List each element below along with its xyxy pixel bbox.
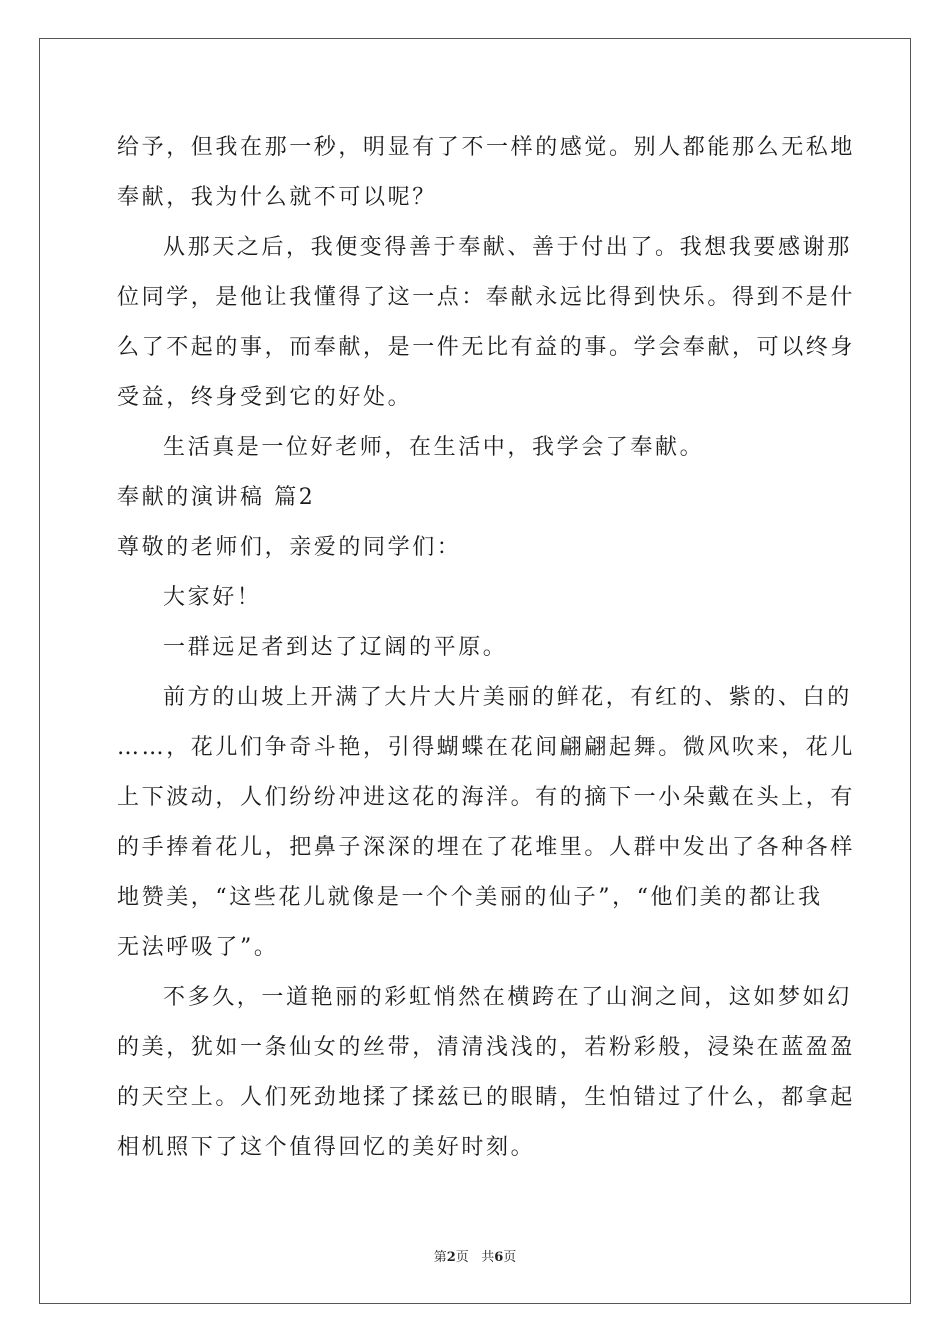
page-border xyxy=(39,38,911,1304)
text-line: 受益，终身受到它的好处。 xyxy=(117,385,413,410)
greeting: 大家好！ xyxy=(163,585,262,610)
page-number: 2 xyxy=(446,1250,456,1265)
total-prefix: 共 xyxy=(481,1250,495,1265)
total-pages: 6 xyxy=(494,1250,504,1265)
text-line: 一群远足者到达了辽阔的平原。 xyxy=(163,635,508,660)
text-line: 的美，犹如一条仙女的丝带，清清浅浅的，若粉彩般，浸染在蓝盈盈 xyxy=(117,1035,856,1060)
text-line: 的手捧着花儿，把鼻子深深的埋在了花堆里。人群中发出了各种各样 xyxy=(117,835,856,860)
page-suffix: 页 xyxy=(455,1250,469,1265)
page-prefix: 第 xyxy=(433,1250,447,1265)
page-footer xyxy=(0,1246,950,1265)
text-line: 位同学，是他让我懂得了这一点：奉献永远比得到快乐。得到不是什 xyxy=(117,285,856,310)
salutation: 尊敬的老师们，亲爱的同学们： xyxy=(117,535,462,560)
text-line: 上下波动，人们纷纷冲进这花的海洋。有的摘下一小朵戴在头上，有 xyxy=(117,785,856,810)
text-line: 地赞美，“这些花儿就像是一个个美丽的仙子”，“他们美的都让我 xyxy=(117,885,823,910)
total-suffix: 页 xyxy=(503,1250,517,1265)
text-line: 生活真是一位好老师，在生活中，我学会了奉献。 xyxy=(163,435,705,460)
text-line: 的天空上。人们死劲地揉了揉兹已的眼睛，生怕错过了什么，都拿起 xyxy=(117,1085,856,1110)
text-line: 么了不起的事，而奉献，是一件无比有益的事。学会奉献，可以终身 xyxy=(117,335,856,360)
section-heading: 奉献的演讲稿 篇2 xyxy=(117,485,316,510)
text-line: 从那天之后，我便变得善于奉献、善于付出了。我想我要感谢那 xyxy=(163,235,852,260)
text-line: ……，花儿们争奇斗艳，引得蝴蝶在花间翩翩起舞。微风吹来，花儿 xyxy=(117,735,856,760)
text-line: 相机照下了这个值得回忆的美好时刻。 xyxy=(117,1135,536,1160)
text-line: 给予，但我在那一秒，明显有了不一样的感觉。别人都能那么无私地 xyxy=(117,135,856,160)
text-line: 不多久，一道艳丽的彩虹悄然在横跨在了山涧之间，这如梦如幻 xyxy=(163,985,852,1010)
text-line: 无法呼吸了”。 xyxy=(117,935,279,960)
text-line: 奉献，我为什么就不可以呢？ xyxy=(117,185,437,210)
text-line: 前方的山坡上开满了大片大片美丽的鲜花，有红的、紫的、白的 xyxy=(163,685,852,710)
